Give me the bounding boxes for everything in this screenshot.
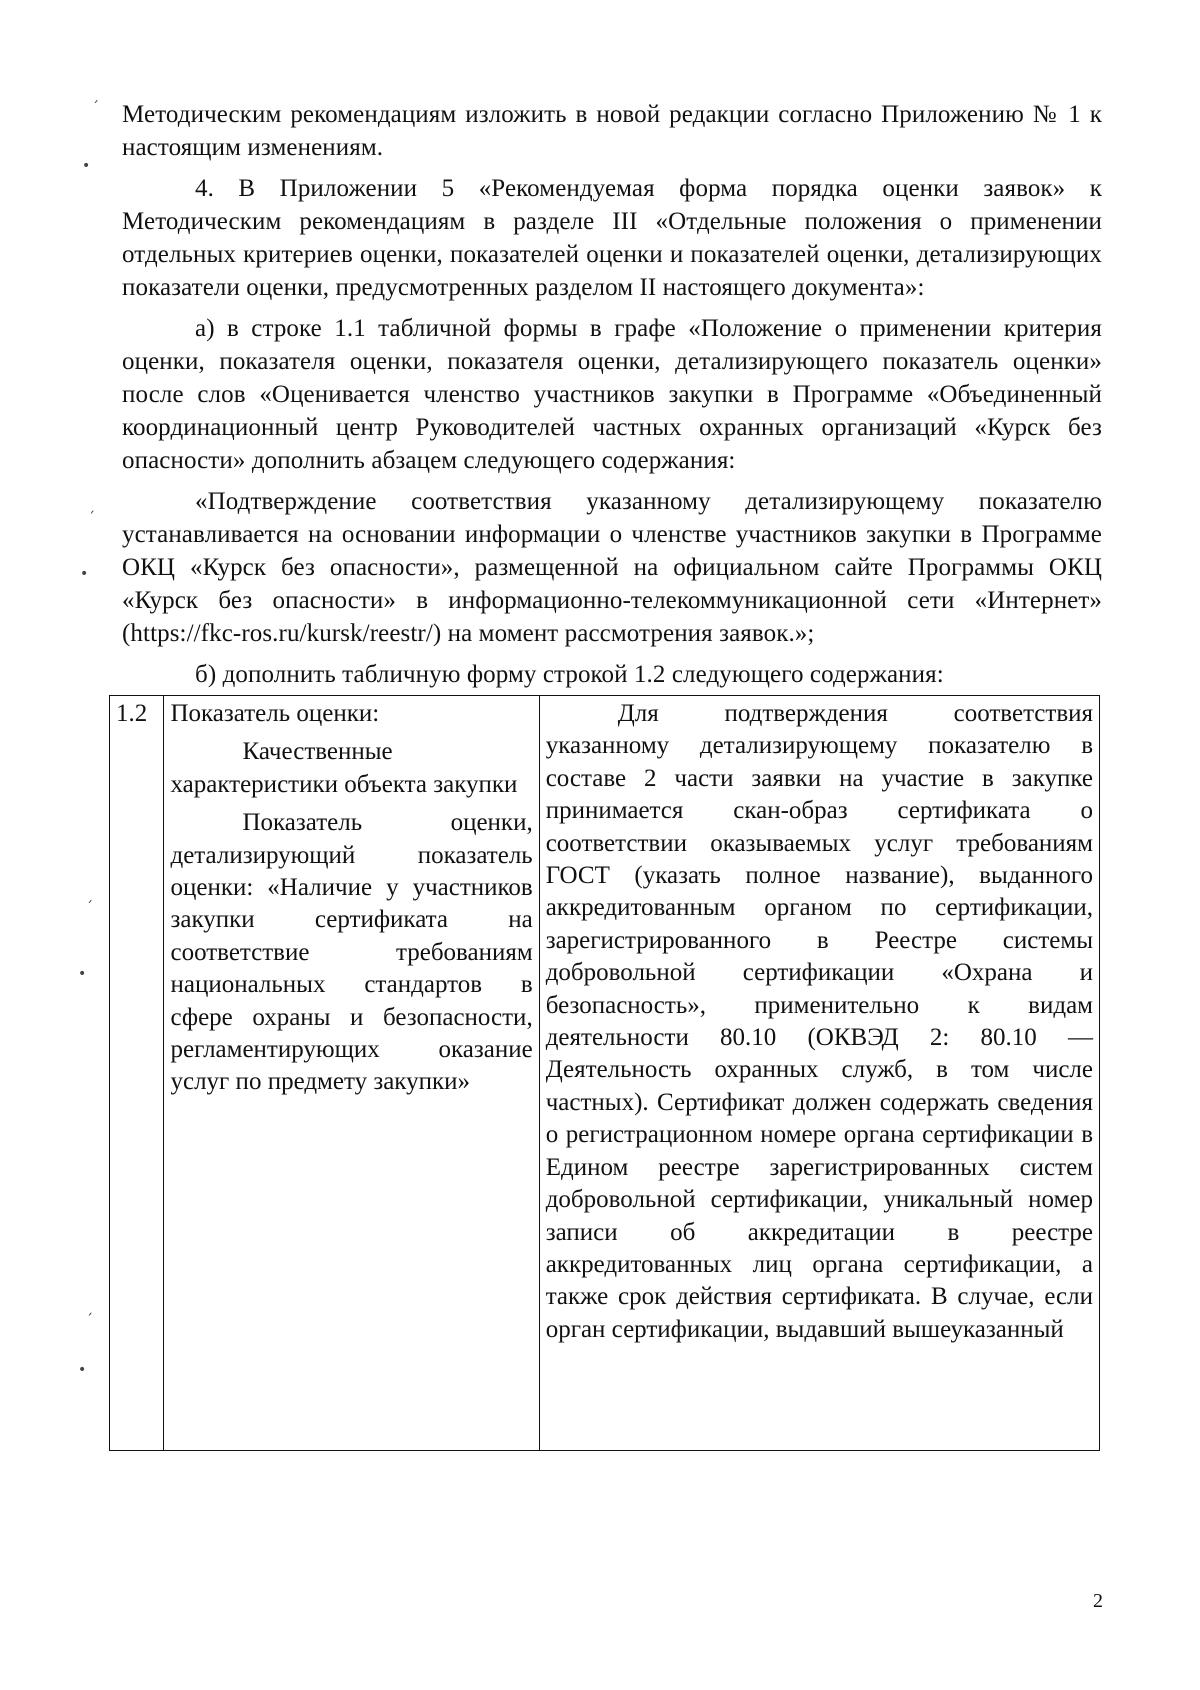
scan-mark: ˊ <box>86 900 93 916</box>
paragraph-quote: «Подтверждение соответствия указанному детализирующему показателю устанавливается на основании информации о членстве участников закупки в Программе ОКЦ «Курск без опасности», размещенной на официальном сайте Программы ОКЦ «Курск без опасности» в информационно-телекоммуникационной сети «Интернет» (https://fkc-ros.ru/kursk/reestr/) на момент рассмотрения заявок.»; <box>122 488 1102 647</box>
page-number: 2 <box>1093 1590 1103 1612</box>
indicator-name: Качественные характеристики объекта закупки <box>170 738 518 798</box>
scan-mark: ˏ <box>86 1300 93 1316</box>
scan-mark: • <box>78 1362 87 1378</box>
paragraph-item-4: 4. В Приложении 5 «Рекомендуемая форма порядка оценки заявок» к Методическим рекомендациям в разделе III «Отдельные положения о применении отдельных критериев оценки, показателей оценки и показателей оценки, детализирующих показатели оценки, предусмотренных разделом II настоящего документа»: <box>122 175 1102 301</box>
row-number-cell: 1.2 <box>110 696 164 1451</box>
scan-mark: ˊ <box>92 100 99 116</box>
scan-mark: • <box>78 966 87 982</box>
indicator-cell <box>164 696 539 1451</box>
provision-cell <box>539 696 1099 1451</box>
paragraph-item-b: б) дополнить табличную форму строкой 1.2 следующего содержания: <box>195 661 944 688</box>
paragraph-item-a: а) в строке 1.1 табличной формы в графе «Положение о применении критерия оценки, показателя оценки, показателя оценки, детализирующего показатель оценки» после слов «Оценивается членство участников закупки в Программе «Объединенный координационный центр Руководителей частных охранных организаций «Курск без опасности» дополнить абзацем следующего содержания: <box>122 315 1102 474</box>
scan-mark: • <box>82 158 91 174</box>
document-page <box>116 98 1102 1451</box>
table-row-1-2 <box>109 695 1100 1451</box>
paragraph-continuation: Методическим рекомендациям изложить в новой редакции согласно Приложению № 1 к настоящим изменениям. <box>122 101 1102 161</box>
indicator-heading: Показатель оценки: <box>170 700 380 727</box>
scan-mark: ˏ <box>88 498 95 514</box>
indicator-detail: Показатель оценки, детализирующий показатель оценки: «Наличие у участников закупки сертификата на соответствие требованиям национальных стандартов в сфере охраны и безопасности, регламентирующих оказание услуг по предмету закупки» <box>170 809 533 1096</box>
provision-text: Для подтверждения соответствия указанному детализирующему показателю в составе 2 части заявки на участие в закупке принимается скан-образ сертификата о соответствии оказываемых услуг требованиям ГОСТ (указать полное название), выданного аккредитованным органом по сертификации, зарегистрированного в Реестре системы добровольной сертификации «Охрана и безопасность», применительно к видам деятельности 80.10 (ОКВЭД 2: 80.10 — Деятельность охранных служб, в том числе частных). Сертификат должен содержать сведения о регистрационном номере органа сертификации в Едином реестре зарегистрированных систем добровольной сертификации, уникальный номер записи об аккредитации в реестре аккредитованных лиц органа сертификации, а также срок действия сертификата. В случае, если орган сертификации, выдавший вышеуказанный <box>545 700 1093 1343</box>
scan-mark: • <box>80 566 89 582</box>
